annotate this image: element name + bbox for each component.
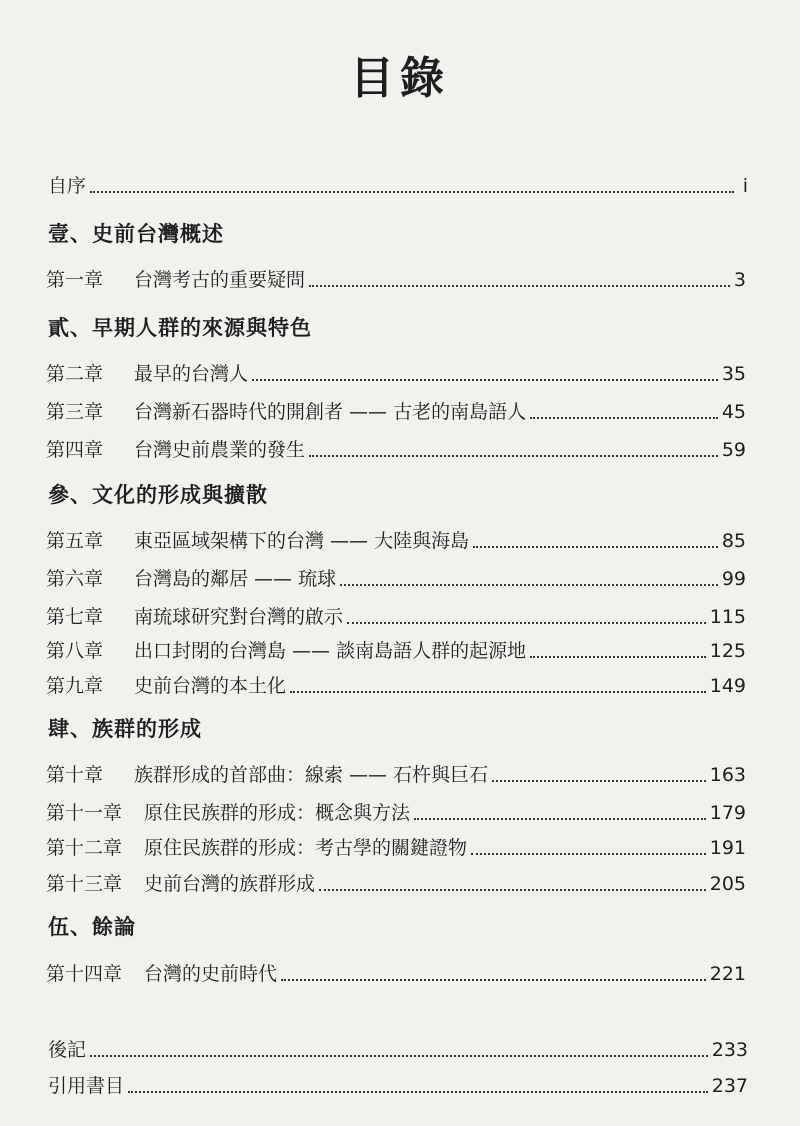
toc-row-chapter[interactable] [46,599,746,629]
page-number: 149 [709,675,746,697]
leader-dots [90,189,734,193]
page-number: 115 [709,606,746,628]
toc-row-postscript[interactable] [48,1032,748,1062]
leader-dots [530,415,718,419]
chapter-number: 第十二章 [46,837,123,859]
toc-row-chapter[interactable] [46,356,746,386]
toc-row-chapter[interactable] [46,866,746,896]
chapter-number: 第十一章 [46,802,123,824]
chapter-title: 族群形成的首部曲：線索 —— 石杵與巨石 [134,764,489,786]
chapter-number: 第四章 [46,439,104,461]
toc-row-chapter[interactable] [46,795,746,825]
leader-dots [90,1053,708,1057]
leader-dots [319,887,706,891]
chapter-title: 原住民族群的形成：概念與方法 [144,802,411,824]
leader-dots [128,1089,708,1093]
toc-row-chapter[interactable] [46,262,746,292]
part-heading: 肆、族群的形成 [48,717,202,741]
leader-dots [252,377,718,381]
page-number: 3 [733,269,746,291]
page-number: 85 [721,530,746,552]
page-number: 125 [709,640,746,662]
page-title: 目錄 [350,53,450,104]
leader-dots [347,620,706,624]
chapter-number: 第十章 [46,764,104,786]
chapter-title: 史前台灣的本土化 [134,675,287,697]
page-number: 35 [721,363,746,385]
toc-row-references[interactable] [48,1068,748,1098]
leader-dots [530,654,706,658]
postscript-label: 後記 [48,1039,87,1061]
page-number: 179 [709,802,746,824]
chapter-title: 最早的台灣人 [134,363,249,385]
chapter-number: 第三章 [46,401,104,423]
leader-dots [309,283,730,287]
chapter-title: 台灣島的鄰居 —— 琉球 [134,568,337,590]
references-label: 引用書目 [48,1075,125,1097]
leader-dots [309,453,718,457]
toc-row-chapter[interactable] [46,523,746,553]
chapter-title: 台灣史前農業的發生 [134,439,306,461]
page-number: 221 [709,963,746,985]
chapter-title: 台灣新石器時代的開創者 —— 古老的南島語人 [134,401,527,423]
part-heading: 伍、餘論 [48,915,136,939]
page-number: 205 [709,873,746,895]
leader-dots [290,689,706,693]
toc-row-chapter[interactable] [46,561,746,591]
leader-dots [471,851,706,855]
page-number: i [742,175,748,197]
chapter-title: 台灣的史前時代 [144,963,278,985]
toc-row-preface[interactable] [48,168,748,198]
page-number: 45 [721,401,746,423]
chapter-title: 台灣考古的重要疑問 [134,269,306,291]
chapter-number: 第八章 [46,640,104,662]
chapter-title: 東亞區域架構下的台灣 —— 大陸與海島 [134,530,470,552]
toc-row-chapter[interactable] [46,633,746,663]
chapter-number: 第一章 [46,269,104,291]
part-heading: 貳、早期人群的來源與特色 [48,316,312,340]
toc-row-chapter[interactable] [46,394,746,424]
chapter-number: 第五章 [46,530,104,552]
toc-row-chapter[interactable] [46,830,746,860]
chapter-title: 原住民族群的形成：考古學的關鍵證物 [144,837,468,859]
part-heading: 壹、史前台灣概述 [48,222,224,246]
page-number: 59 [721,439,746,461]
leader-dots [492,778,706,782]
toc-row-chapter[interactable] [46,956,746,986]
leader-dots [281,977,706,981]
page-number: 233 [711,1039,748,1061]
page-number: 191 [709,837,746,859]
page-number: 99 [721,568,746,590]
toc-row-chapter[interactable] [46,668,746,698]
part-heading: 參、文化的形成與擴散 [48,483,268,507]
page-number: 237 [711,1075,748,1097]
chapter-title: 史前台灣的族群形成 [144,873,316,895]
chapter-number: 第六章 [46,568,104,590]
page-number: 163 [709,764,746,786]
chapter-title: 南琉球研究對台灣的啟示 [134,606,344,628]
chapter-number: 第九章 [46,675,104,697]
chapter-title: 出口封閉的台灣島 —— 談南島語人群的起源地 [134,640,527,662]
leader-dots [414,816,706,820]
toc-row-chapter[interactable] [46,757,746,787]
toc-row-chapter[interactable] [46,432,746,462]
chapter-number: 第二章 [46,363,104,385]
preface-label: 自序 [48,175,87,197]
chapter-number: 第十三章 [46,873,123,895]
leader-dots [340,582,718,586]
chapter-number: 第七章 [46,606,104,628]
leader-dots [473,544,718,548]
chapter-number: 第十四章 [46,963,123,985]
